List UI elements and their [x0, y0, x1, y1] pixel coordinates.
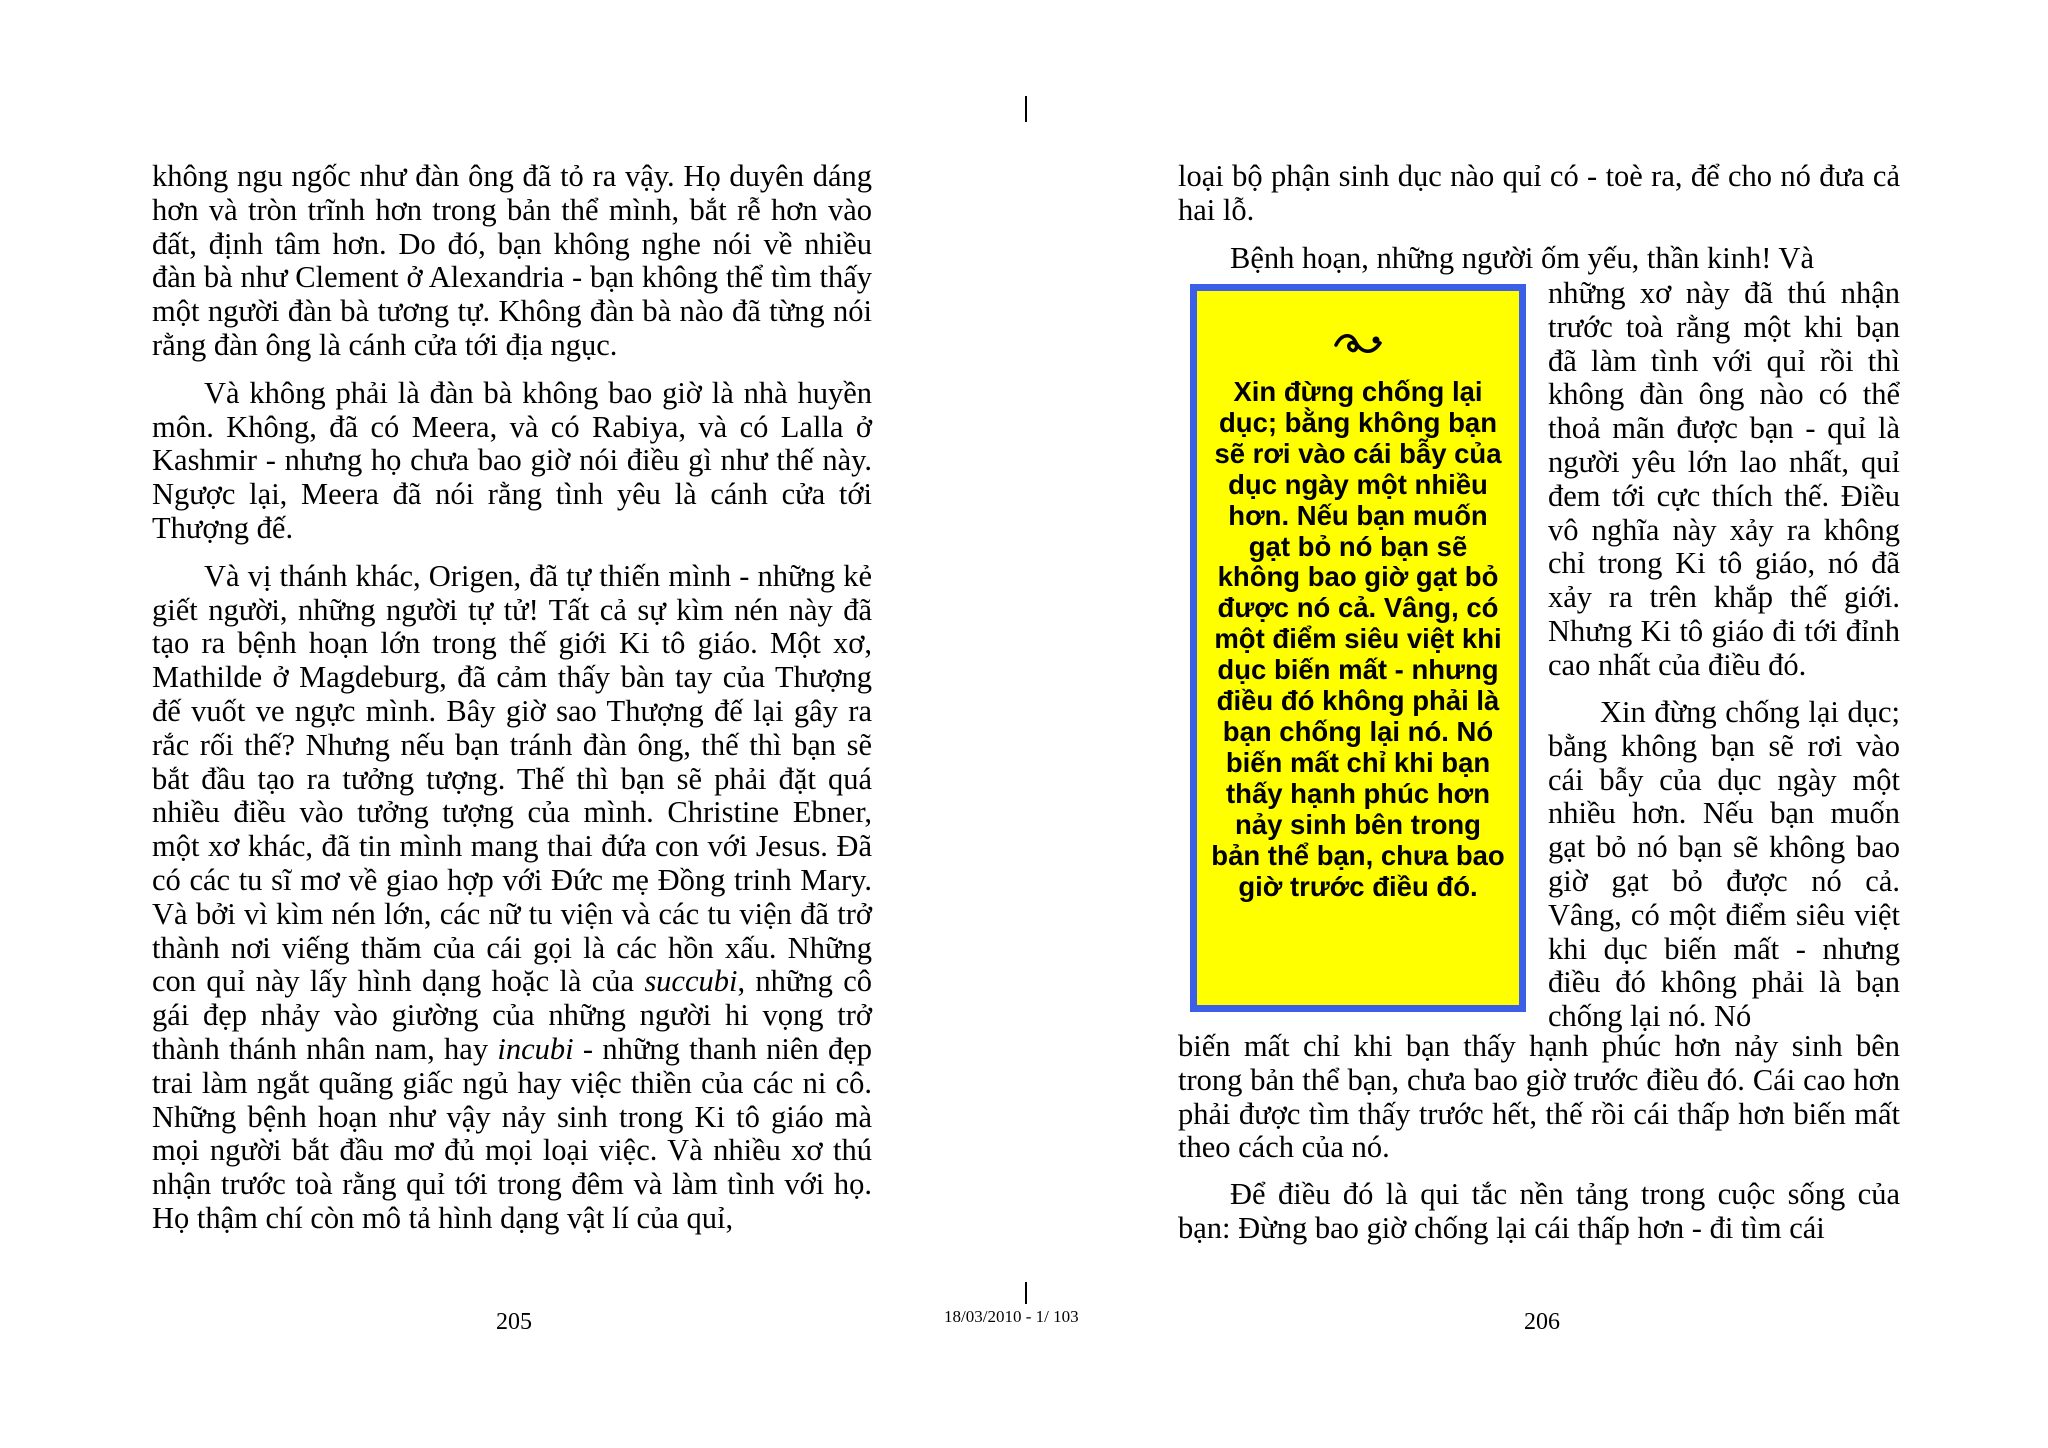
left-paragraph-3-part-1: Và vị thánh khác, Origen, đã tự thiến mình - những kẻ giết người, những người tự tử! Tất cả sự kìm nén này đã tạo ra bệnh hoạn lớn trong thế giới Ki tô giáo. Một xơ, Mathilde ở Magdeburg, đã cảm thấy bàn tay của Thượng đế vuốt ve ngực mình. Bây giờ sao Thượng đế lại gây ra rắc rối thế? Nhưng nếu bạn tránh đàn ông, thế thì bạn sẽ bắt đầu tạo ra tưởng tượng. Thế thì bạn sẽ phải đặt quá nhiều điều vào tưởng tượng của mình. Christine Ebner, một xơ khác, đã tin mình mang thai đứa con với Jesus. Đã có các tu sĩ mơ về giao hợp với Đức mẹ Đồng trinh Mary. Và bởi vì kìm nén lớn, các nữ tu viện và các tu viện đã trở thành nơi viếng thăm của cái gọi là các hồn xấu. Những con quỉ này lấy hình dạng hoặc là của	[152, 558, 872, 999]
right-paragraph-1: loại bộ phận sinh dục nào quỉ có - toè ra, để cho nó đưa cả hai lỗ.	[1178, 159, 1900, 227]
left-paragraph-2: Và không phải là đàn bà không bao giờ là nhà huyền môn. Không, đã có Meera, và có Rabiya, và có Lalla ở Kashmir - nhưng họ chưa bao giờ nói điều gì như thế này. Ngược lại, Meera đã nói rằng tình yêu là cánh cửa tới Thượng đế.	[152, 375, 872, 545]
right-paragraph-4: Để điều đó là qui tắc nền tảng trong cuộc sống của bạn: Đừng bao giờ chống lại cái thấp hơn - đi tìm cái	[1178, 1177, 1900, 1245]
left-paragraph-1: không ngu ngốc như đàn ông đã tỏ ra vậy. Họ duyên dáng hơn và tròn trĩnh hơn trong bản thể mình, bắt rễ hơn vào đất, định tâm hơn. Do đó, bạn không nghe nói về nhiều đàn bà như Clement ở Alexandria - bạn không thể tìm thấy một người đàn bà tương tự. Không đàn bà nào đã từng nói rằng đàn ông là cánh cửa tới địa ngục.	[152, 159, 872, 362]
center-divider-bottom	[1025, 1282, 1027, 1304]
left-paragraph-3-part-3: - những thanh niên đẹp trai làm ngắt quãng giấc ngủ hay việc thiền của các ni cô. Những bệnh hoạn như vậy nảy sinh trong Ki tô giáo mà mọi người bắt đầu mơ đủ mọi loại việc. Và nhiều xơ thú nhận trước toà rằng quỉ tới trong đêm và làm tình với họ. Họ thậm chí còn mô tả hình dạng vật lí của quỉ,	[152, 1031, 873, 1235]
right-paragraph-2-wrap: những xơ này đã thú nhận trước toà rằng một khi bạn đã làm tình với quỉ rồi thì không đàn ông nào có thể thoả mãn được bạn - quỉ là người yêu lớn lao nhất, quỉ đem tới cực thích thế. Điều vô nghĩa này xảy ra không chỉ trong Ki tô giáo, nó đã xảy ra trên khắp thế giới. Nhưng Ki tô giáo đi tới đỉnh cao nhất của điều đó.	[1548, 276, 1900, 682]
pull-quote-text: Xin đừng chống lại dục; bằng không bạn sẽ rơi vào cái bẫy của dục ngày một nhiều hơn. Nếu bạn muốn gạt bỏ nó bạn sẽ không bao giờ gạt bỏ được nó cả. Vâng, có một điểm siêu việt khi dục biến mất - nhưng điều đó không phải là bạn chống lại nó. Nó biến mất chỉ khi bạn thấy hạnh phúc hơn nảy sinh bên trong bản thể bạn, chưa bao giờ trước điều đó.	[1211, 376, 1505, 902]
right-paragraph-2-lead: Bệnh hoạn, những người ốm yếu, thần kinh! Và	[1230, 240, 1814, 275]
page-number-left: 205	[496, 1309, 532, 1335]
right-paragraph-3-wrap: Xin đừng chống lại dục; bằng không bạn sẽ rơi vào cái bẫy của dục ngày một nhiều hơn. Nếu bạn muốn gạt bỏ nó bạn sẽ không bao giờ gạt bỏ được nó cả. Vâng, có một điểm siêu việt khi dục biến mất - nhưng điều đó không phải là bạn chống lại nó. Nó	[1548, 695, 1900, 1034]
page-number-right: 206	[1524, 1309, 1560, 1335]
pull-quote-panel	[1190, 284, 1526, 1012]
right-paragraph-3-continued: biến mất chỉ khi bạn thấy hạnh phúc hơn nảy sinh bên trong bản thể bạn, chưa bao giờ trước điều đó. Cái cao hơn phải được tìm thấy trước hết, thế rồi cái thấp hơn biến mất theo cách của nó.	[1178, 1029, 1900, 1165]
left-paragraph-3	[152, 560, 872, 1236]
left-paragraph-3-part-2: , những cô gái đẹp nhảy vào giường của những người hi vọng trở thành thánh nhân nam, hay	[152, 964, 872, 1066]
footer-date: 18/03/2010 - 1/ 103	[944, 1307, 1079, 1326]
left-page-text	[152, 160, 872, 1250]
center-divider-top	[1025, 96, 1027, 122]
italic-term-succubi: succubi	[644, 964, 738, 999]
italic-term-incubi: incubi	[497, 1031, 574, 1066]
fleuron-ornament-icon	[1211, 327, 1505, 367]
right-page-text	[1178, 160, 1900, 289]
pull-quote-box	[1190, 284, 1526, 1012]
